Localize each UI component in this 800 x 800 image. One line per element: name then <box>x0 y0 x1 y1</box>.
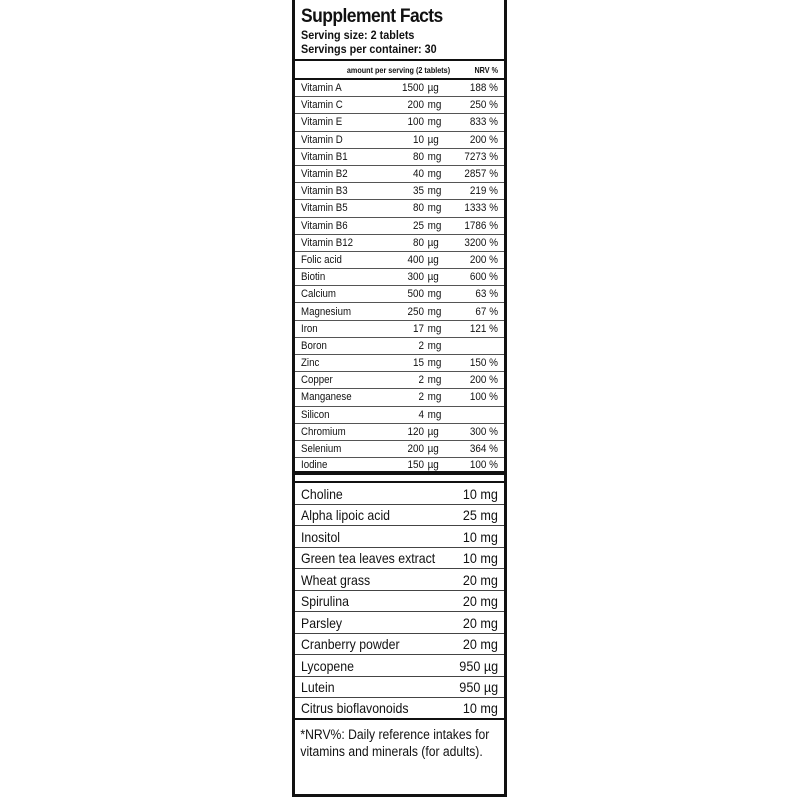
nutrient-name: Calcium <box>301 288 336 301</box>
nutrient-quantity: 25 <box>412 219 424 232</box>
ingredient-name: Lycopene <box>301 657 354 674</box>
nutrient-quantity: 400 <box>407 253 424 266</box>
table-row <box>295 114 504 131</box>
ingredient-amount: 10 mg <box>462 528 498 545</box>
nutrient-nrv: 100 % <box>469 391 498 404</box>
ingredient-name: Green tea leaves extract <box>301 550 436 567</box>
nutrient-quantity: 80 <box>412 202 424 215</box>
nutrient-unit: µg <box>427 82 439 95</box>
table-row <box>295 355 504 372</box>
table-row <box>295 458 504 475</box>
table-row <box>295 303 504 320</box>
table-row <box>295 548 504 570</box>
table-row <box>295 526 504 548</box>
nutrient-quantity: 120 <box>407 425 424 438</box>
table-row <box>295 200 504 217</box>
nutrient-name: Selenium <box>301 443 342 456</box>
nutrient-unit: mg <box>427 322 442 335</box>
nutrient-name: Chromium <box>301 425 346 438</box>
nutrient-unit: mg <box>427 185 442 198</box>
ingredient-name: Cranberry powder <box>301 636 400 653</box>
ingredient-name: Choline <box>301 485 343 502</box>
nutrient-quantity: 100 <box>407 116 424 129</box>
ingredient-amount: 10 mg <box>462 485 498 502</box>
nutrient-quantity: 10 <box>412 133 424 146</box>
nutrient-quantity: 35 <box>412 185 424 198</box>
table-row <box>295 97 504 114</box>
nutrient-quantity: 150 <box>407 458 424 471</box>
nutrient-quantity: 2 <box>418 391 424 404</box>
ingredient-name: Spirulina <box>301 593 349 610</box>
nutrient-nrv: 200 % <box>469 133 498 146</box>
nutrient-nrv: 188 % <box>469 82 498 95</box>
table-row <box>295 218 504 235</box>
nutrient-unit: mg <box>427 408 442 421</box>
nutrient-nrv: 250 % <box>469 99 498 112</box>
nutrient-unit: µg <box>427 133 439 146</box>
table-row <box>295 677 504 699</box>
table-row <box>295 389 504 406</box>
nutrient-unit: µg <box>427 458 439 471</box>
ingredient-amount: 10 mg <box>462 700 498 717</box>
nutrient-name: Zinc <box>301 357 320 370</box>
nutrient-nrv: 67 % <box>475 305 498 318</box>
nutrient-nrv: 600 % <box>469 271 498 284</box>
nutrient-unit: mg <box>427 99 442 112</box>
nutrient-name: Vitamin B5 <box>301 202 348 215</box>
nutrient-nrv: 150 % <box>469 357 498 370</box>
nutrient-nrv: 3200 % <box>464 236 498 249</box>
amount-column-header: amount per serving (2 tablets) <box>346 65 451 75</box>
table-row <box>295 441 504 458</box>
nutrient-unit: mg <box>427 150 442 163</box>
table-row <box>295 132 504 149</box>
serving-size: Serving size: 2 tablets <box>301 28 415 42</box>
nutrient-unit: mg <box>427 288 442 301</box>
ingredient-amount: 20 mg <box>462 614 498 631</box>
nutrient-unit: mg <box>427 339 442 352</box>
nutrient-name: Silicon <box>301 408 330 421</box>
ingredient-amount: 10 mg <box>462 550 498 567</box>
nutrient-name: Vitamin A <box>301 82 342 95</box>
nutrient-nrv: 300 % <box>469 425 498 438</box>
nutrient-unit: mg <box>427 202 442 215</box>
label-header <box>295 0 504 61</box>
nutrient-name: Vitamin B2 <box>301 168 348 181</box>
supplement-facts-label <box>292 0 507 797</box>
table-row <box>295 634 504 656</box>
ingredient-name: Citrus bioflavonoids <box>301 700 409 717</box>
table-row <box>295 269 504 286</box>
nrv-column-header: NRV % <box>474 65 498 75</box>
nutrient-unit: mg <box>427 305 442 318</box>
nutrient-unit: mg <box>427 219 442 232</box>
nutrient-unit: µg <box>427 271 439 284</box>
nutrient-nrv: 200 % <box>469 253 498 266</box>
nutrient-unit: mg <box>427 374 442 387</box>
nutrient-unit: mg <box>427 391 442 404</box>
nutrient-name: Vitamin E <box>301 116 343 129</box>
nutrient-name: Magnesium <box>301 305 352 318</box>
nutrient-quantity: 80 <box>412 236 424 249</box>
ingredient-amount: 950 µg <box>459 657 498 674</box>
ingredient-amount: 25 mg <box>462 507 498 524</box>
nutrient-nrv: 7273 % <box>464 150 498 163</box>
footnote-line-2: vitamins and minerals (for adults). <box>300 743 483 759</box>
nutrient-nrv: 1333 % <box>464 202 498 215</box>
nutrient-name: Vitamin B3 <box>301 185 348 198</box>
nutrient-quantity: 40 <box>412 168 424 181</box>
nutrient-quantity: 4 <box>418 408 424 421</box>
nutrient-unit: µg <box>427 253 439 266</box>
table-row <box>295 166 504 183</box>
nutrient-name: Boron <box>301 339 327 352</box>
nutrient-nrv: 1786 % <box>464 219 498 232</box>
ingredient-name: Lutein <box>301 679 335 696</box>
vitamins-minerals-table <box>295 80 504 475</box>
table-row <box>295 286 504 303</box>
ingredient-amount: 20 mg <box>462 636 498 653</box>
nutrient-quantity: 2 <box>418 374 424 387</box>
table-row <box>295 591 504 613</box>
table-row <box>295 612 504 634</box>
ingredient-amount: 20 mg <box>462 571 498 588</box>
nutrient-nrv: 100 % <box>469 458 498 471</box>
nutrient-unit: µg <box>427 236 439 249</box>
table-row <box>295 372 504 389</box>
nutrient-nrv: 833 % <box>469 116 498 129</box>
nutrient-unit: mg <box>427 116 442 129</box>
nutrient-nrv: 364 % <box>469 443 498 456</box>
nrv-footnote <box>295 720 490 766</box>
nutrient-name: Iodine <box>301 458 328 471</box>
nutrient-unit: µg <box>427 425 439 438</box>
nutrient-quantity: 80 <box>412 150 424 163</box>
nutrient-nrv: 200 % <box>469 374 498 387</box>
table-row <box>295 321 504 338</box>
ingredient-name: Parsley <box>301 614 343 631</box>
ingredient-name: Wheat grass <box>301 571 371 588</box>
nutrient-name: Copper <box>301 374 333 387</box>
nutrient-quantity: 200 <box>407 99 424 112</box>
nutrient-name: Biotin <box>301 271 326 284</box>
nutrient-quantity: 1500 <box>401 82 424 95</box>
nutrient-name: Folic acid <box>301 253 342 266</box>
ingredient-name: Alpha lipoic acid <box>301 507 391 524</box>
nutrient-quantity: 200 <box>407 443 424 456</box>
nutrient-name: Vitamin B12 <box>301 236 354 249</box>
nutrient-unit: µg <box>427 443 439 456</box>
column-headers <box>295 61 504 80</box>
footnote-line-1: *NRV%: Daily reference intakes for <box>300 726 490 742</box>
table-row <box>295 407 504 424</box>
table-row <box>295 569 504 591</box>
table-row <box>295 338 504 355</box>
nutrient-quantity: 250 <box>407 305 424 318</box>
table-row <box>295 183 504 200</box>
table-row <box>295 698 504 720</box>
label-title: Supplement Facts <box>301 6 443 27</box>
table-row <box>295 505 504 527</box>
nutrient-name: Vitamin B1 <box>301 150 348 163</box>
table-row <box>295 424 504 441</box>
nutrient-name: Vitamin D <box>301 133 343 146</box>
ingredient-name: Inositol <box>301 528 341 545</box>
nutrient-name: Vitamin B6 <box>301 219 348 232</box>
servings-per-container: Servings per container: 30 <box>301 42 437 56</box>
table-row <box>295 235 504 252</box>
nutrient-quantity: 300 <box>407 271 424 284</box>
ingredient-amount: 20 mg <box>462 593 498 610</box>
nutrient-quantity: 2 <box>418 339 424 352</box>
nutrient-unit: mg <box>427 168 442 181</box>
table-row <box>295 483 504 505</box>
nutrient-name: Iron <box>301 322 318 335</box>
other-ingredients-table <box>295 481 504 720</box>
table-row <box>295 149 504 166</box>
table-row <box>295 80 504 97</box>
ingredient-amount: 950 µg <box>459 679 498 696</box>
table-row <box>295 252 504 269</box>
nutrient-nrv: 219 % <box>469 185 498 198</box>
nutrient-quantity: 17 <box>412 322 424 335</box>
nutrient-name: Manganese <box>301 391 352 404</box>
nutrient-nrv: 2857 % <box>464 168 498 181</box>
nutrient-quantity: 500 <box>407 288 424 301</box>
table-row <box>295 655 504 677</box>
nutrient-unit: mg <box>427 357 442 370</box>
nutrient-quantity: 15 <box>412 357 424 370</box>
nutrient-nrv: 121 % <box>469 322 498 335</box>
nutrient-nrv: 63 % <box>475 288 498 301</box>
nutrient-name: Vitamin C <box>301 99 343 112</box>
